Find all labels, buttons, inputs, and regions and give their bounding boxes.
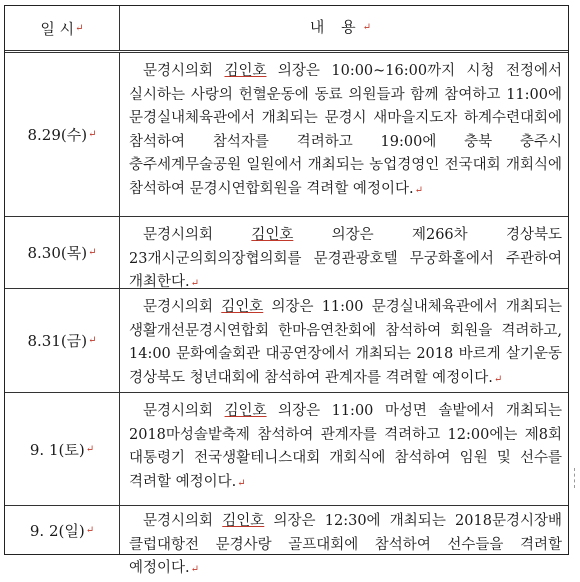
cell-end-mark: ↵ bbox=[414, 184, 423, 196]
cell-end-mark: ↵ bbox=[88, 247, 97, 258]
cell-end-mark: ↵ bbox=[362, 22, 378, 34]
cell-end-mark: ↵ bbox=[190, 278, 200, 289]
table-row bbox=[5, 288, 568, 392]
content-text: 의장은 제266차 경상북도 23개시군의회의장협의회를 문경관광호텔 무궁화홀에서 주관하여 개최한다. bbox=[129, 227, 562, 290]
table-header bbox=[5, 6, 568, 53]
content-pre: 문경시의회 bbox=[143, 299, 222, 315]
cell-end-mark: ↵ bbox=[85, 443, 95, 455]
content-pre: 문경시의회 bbox=[143, 63, 225, 79]
header-content-label: 내 용 bbox=[309, 18, 362, 37]
cell-end-mark: ↵ bbox=[190, 564, 200, 575]
chair-name: 김인호 bbox=[221, 299, 264, 315]
table-row bbox=[5, 505, 568, 576]
content-pre: 문경시의회 bbox=[143, 513, 223, 529]
table-row bbox=[5, 53, 568, 216]
cell-end-mark: ↵ bbox=[75, 22, 84, 34]
row-content bbox=[119, 217, 568, 288]
schedule-table bbox=[4, 5, 569, 576]
date-text: 9. 2(일) bbox=[29, 521, 85, 540]
header-content bbox=[119, 6, 568, 50]
content-pre: 문경시의회 bbox=[143, 227, 252, 243]
margin-guide bbox=[574, 468, 576, 488]
chair-name: 김인호 bbox=[251, 227, 294, 243]
cell-end-mark: ↵ bbox=[237, 477, 246, 489]
row-content bbox=[119, 393, 568, 505]
content-text: 의장은 11:00 문경실내체육관에서 개최되는 생활개선문경시연합회 한마음연찬회에 참석하여 회원을 격려하고, 14:00 문화예술회관 대공연장에서 개최되는 2018 바르게 살기운동 경상북도 청년대회에 참석하여 관계자를 격려할 예정이다. bbox=[129, 299, 562, 386]
date-text: 9. 1(토) bbox=[29, 440, 85, 459]
date-text: 8.29(수) bbox=[27, 126, 88, 144]
row-date bbox=[5, 289, 120, 392]
date-text: 8.31(금) bbox=[27, 332, 88, 350]
row-date bbox=[5, 393, 120, 505]
content-text: 의장은 10:00~16:00까지 시청 전정에서 실시하는 사랑의 헌혈운동에 동료 의원들과 함께 참여하고 11:00에 문경실내체육관에서 개최되는 문경시 새마을지도자 하계수련대회에 참석하여 참석자를 격려하고 19:00에 충북 충주시 충주세계무술공원 일원에서 개최되는 농업경영인 전국대회 개회식에 참석하여 문경시연합회원을 격려할 예정이다. bbox=[129, 63, 562, 197]
row-date bbox=[5, 217, 120, 288]
header-date-label: 일 시 bbox=[40, 19, 75, 38]
chair-name: 김인호 bbox=[224, 403, 267, 419]
row-date bbox=[5, 506, 120, 554]
row-content bbox=[119, 289, 568, 392]
row-date bbox=[5, 53, 120, 216]
row-content bbox=[119, 506, 568, 576]
content-pre: 문경시의회 bbox=[143, 403, 225, 419]
date-text: 8.30(목) bbox=[27, 244, 88, 262]
chair-name: 김인호 bbox=[222, 513, 265, 529]
cell-end-mark: ↵ bbox=[88, 335, 97, 346]
table-row bbox=[5, 392, 568, 505]
cell-end-mark: ↵ bbox=[85, 524, 95, 536]
header-date bbox=[5, 6, 120, 50]
chair-name: 김인호 bbox=[224, 63, 267, 79]
content-text: 의장은 11:00 마성면 솔밭에서 개최되는 2018마성솔밭축제 참석하여 관계자를 격려하고 12:00에는 제8회 대통령기 전국생활테니스대회 개회식에 참석하여 임원 및 선수를 격려할 예정이다. bbox=[129, 403, 562, 490]
cell-end-mark: ↵ bbox=[493, 373, 503, 385]
content-text: 의장은 12:30에 개최되는 2018문경시장배 클럽대항전 문경사랑 골프대회에 참석하여 선수들을 격려할 예정이다. bbox=[129, 513, 562, 576]
table-row bbox=[5, 216, 568, 288]
cell-end-mark: ↵ bbox=[88, 129, 97, 140]
row-content bbox=[119, 53, 568, 216]
